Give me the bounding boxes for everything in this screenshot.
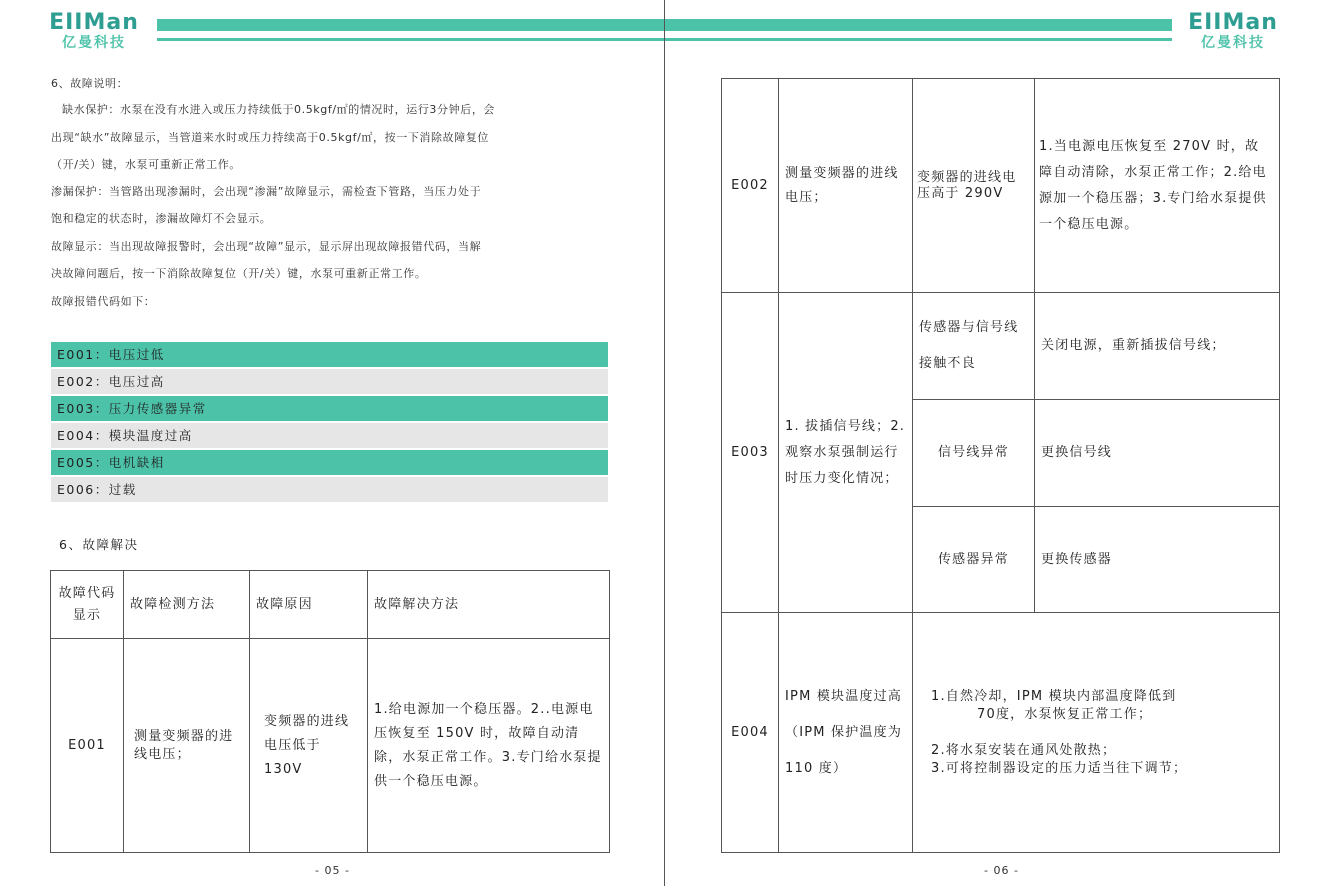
method-line: IPM 模块温度过高 (785, 688, 903, 704)
fault-table-e001 (50, 570, 610, 853)
code-cell: E001 (51, 639, 124, 853)
brand-logo (1183, 12, 1283, 52)
paragraph: 故障显示：当出现故障报警时，会出现“故障”显示，显示屏出现故障报错代码，当解 (51, 240, 482, 253)
cause-cell: 信号线异常 (913, 400, 1035, 507)
paragraph: 渗漏保护：当管路出现渗漏时，会出现“渗漏”故障显示，需检查下管路，当压力处于 (51, 185, 482, 198)
solution-cell: 1.给电源加一个稳压器。2..电源电压恢复至 150V 时，故障自动清除，水泵正常工作。3.专门给水泵提供一个稳压电源。 (368, 639, 610, 853)
header-bar-thin (665, 38, 1172, 41)
error-code-row: E004：模块温度过高 (51, 423, 608, 448)
method-cell: 1. 拔插信号线；2. 观察水泵强制运行时压力变化情况； (779, 293, 913, 613)
paragraph: 决故障问题后，按一下消除故障复位（开/关）键，水泵可重新正常工作。 (51, 267, 427, 280)
table-row-e003 (722, 293, 1280, 400)
fault-table-continued (721, 78, 1280, 853)
method-cell: 测量变频器的进线电压； (779, 79, 913, 293)
code-cell: E002 (722, 79, 779, 293)
solution-cell: 1.当电源电压恢复至 270V 时，故障自动清除，水泵正常工作；2.给电源加一个稳压器；3.专门给水泵提供一个稳压电源。 (1035, 79, 1280, 293)
solution-cell (913, 613, 1280, 853)
brand-logo (44, 12, 144, 52)
solution-cell: 更换信号线 (1035, 400, 1280, 507)
error-code-row: E006：过载 (51, 477, 608, 502)
header-cell: 故障代码显示 (51, 571, 124, 639)
paragraph: 出现“缺水”故障显示，当管道来水时或压力持续高于0.5kgf/㎡，按一下消除故障复位 (51, 131, 490, 144)
paragraph: 饱和稳定的状态时，渗漏故障灯不会显示。 (51, 212, 272, 225)
method-line: （IPM 保护温度为110 度） (785, 724, 903, 776)
header-cell: 故障原因 (250, 571, 368, 639)
solve-title: 6、故障解决 (59, 537, 139, 552)
table-header-row (51, 571, 610, 639)
header-cell: 故障检测方法 (124, 571, 250, 639)
solution-cell: 更换传感器 (1035, 507, 1280, 613)
table-row-e002 (722, 79, 1280, 293)
logo-cn: 亿曼科技 (62, 35, 126, 51)
cause-cell: 传感器异常 (913, 507, 1035, 613)
page-number: - 06 - (984, 864, 1019, 877)
solution-cell: 关闭电源，重新插拔信号线； (1035, 293, 1280, 400)
paragraph: （开/关）键，水泵可重新正常工作。 (51, 158, 241, 171)
cause-cell: 变频器的进线电压高于 290V (913, 79, 1035, 293)
table-row (51, 639, 610, 853)
page-number: - 05 - (315, 864, 350, 877)
solution-line: 1.自然冷却，IPM 模块内部温度降低到 (931, 688, 1177, 704)
header-cell: 故障解决方法 (368, 571, 610, 639)
logo-cn: 亿曼科技 (1201, 35, 1265, 51)
page-right (665, 0, 1327, 886)
paragraph: 缺水保护：水泵在没有水进入或压力持续低于0.5kgf/㎡的情况时，运行3分钟后，会 (62, 103, 496, 116)
header-bar-thick (665, 19, 1172, 31)
cause-cell: 变频器的进线电压低于 130V (250, 639, 368, 853)
table-row-e004 (722, 613, 1280, 853)
error-code-row: E002：电压过高 (51, 369, 608, 394)
solution-line: 70度，水泵恢复正常工作； (977, 706, 1153, 722)
method-cell: 测量变频器的进线电压； (124, 639, 250, 853)
code-cell: E003 (722, 293, 779, 613)
method-cell (779, 613, 913, 853)
solution-line: 3.可将控制器设定的压力适当往下调节； (931, 760, 1188, 776)
paragraph: 故障报错代码如下： (51, 295, 156, 308)
header-bar-thin (157, 38, 664, 41)
logo-en: EIIMan (49, 10, 139, 35)
header-bar-thick (157, 19, 664, 31)
error-code-row: E001：电压过低 (51, 342, 608, 367)
cause-cell: 传感器与信号线接触不良 (913, 293, 1035, 400)
code-cell: E004 (722, 613, 779, 853)
error-code-row: E005：电机缺相 (51, 450, 608, 475)
error-code-row: E003：压力传感器异常 (51, 396, 608, 421)
logo-en: EIIMan (1188, 10, 1278, 35)
solution-line: 2.将水泵安装在通风处散热； (931, 742, 1117, 758)
section-title: 6、故障说明： (51, 77, 129, 90)
